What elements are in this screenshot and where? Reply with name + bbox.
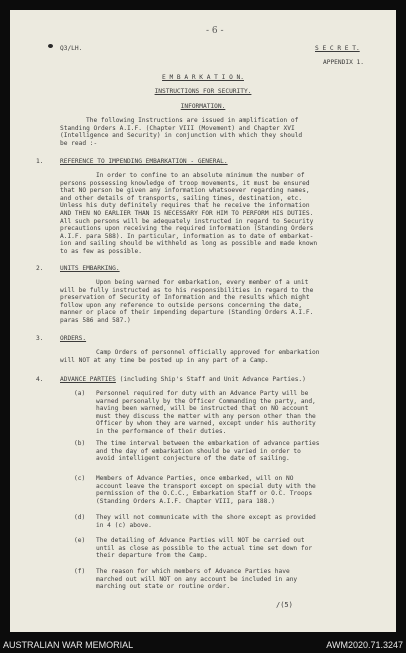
text-line: will NOT at any time be posted up in any part of a Camp. [60, 356, 269, 364]
document-subtitle: INSTRUCTIONS FOR SECURITY. [154, 88, 252, 95]
text-line: Unless his duty definitely requires that he receive the information [60, 202, 310, 210]
text-line: marching out state or routine order. [96, 583, 231, 591]
text-line: (Standing Orders A.I.F. Chapter VIII, para 188.) [96, 497, 275, 505]
text-line: Camp Orders of personnel officially approved for embarkation [96, 349, 320, 356]
section-4-title-suffix: (including Ship's Staff and Unit Advance Parties.) [115, 376, 306, 383]
text-line: The time interval between the embarkation of advance parties [96, 440, 320, 447]
text-line: persons possessing knowledge of troop movements, it must be ensured [60, 179, 310, 187]
archive-credit: AUSTRALIAN WAR MEMORIAL [3, 640, 134, 650]
text-line: Upon being warned for embarkation, every member of a unit [96, 279, 309, 286]
text-line: until as close as possible to the actual time set down for [96, 544, 313, 552]
item-f-text [96, 568, 297, 591]
text-line: and other details of transports, sailing times, destination, etc. [60, 194, 303, 202]
text-line: The reason for which members of Advance Parties have [96, 568, 290, 575]
text-line: to as few as possible. [60, 247, 142, 255]
document-title: E M B A R K A T I O N. [162, 74, 244, 81]
item-label: (d) [74, 514, 86, 521]
text-line: having been warned, will be instructed that on NO account [96, 405, 309, 413]
text-line: avoid intelligent conjecture of the date of sailing. [96, 455, 290, 463]
text-line: permission of the O.C.C., Embarkation Staff or O.C. Troops [96, 490, 313, 498]
text-line: Officer by whom they are warned, except under his authority [96, 420, 316, 428]
section-2-heading: UNITS EMBARKING. [60, 265, 120, 272]
section-2-number: 2. [36, 265, 44, 272]
section-1-number: 1. [36, 158, 44, 165]
text-line: follow upon any reference to outside persons concerning the date, [60, 301, 303, 309]
continuation-marker: /(5) [276, 601, 293, 609]
classification: S E C R E T. [315, 45, 360, 52]
item-label: (a) [74, 390, 86, 397]
ink-mark [48, 44, 53, 48]
text-line: All such persons will be adequately instructed in regard to Security [60, 217, 314, 225]
reference-number: Q3/LH. [60, 45, 83, 52]
text-line: warned personally by the Officer Commanding the party, and, [96, 397, 316, 405]
section-2-body [60, 279, 313, 325]
item-b-text [96, 440, 320, 463]
document-page [10, 10, 396, 632]
text-line: marched out will NOT on any account be included in any [96, 575, 298, 583]
item-label: (b) [74, 440, 86, 447]
text-line: Members of Advance Parties, once embarked, will on NO [96, 475, 294, 482]
page-number: - 6 - [206, 26, 224, 36]
text-line: preservation of Security of Information and the results which might [60, 294, 310, 302]
text-line: Personnel required for duty with an Advance Party will be [96, 390, 309, 397]
text-line: (Intelligence and Security) in conjunction with which they should [60, 132, 303, 140]
text-line: The detailing of Advance Parties will NOT be carried out [96, 537, 305, 544]
item-d-text [96, 514, 316, 529]
item-label: (e) [74, 537, 86, 544]
text-line: must they discuss the matter with any person other than the [96, 412, 316, 420]
item-a-text [96, 390, 316, 436]
intro-paragraph [60, 117, 302, 147]
appendix-label: APPENDIX 1. [323, 59, 364, 66]
text-line: account leave the transport except on special duty with the [96, 482, 316, 490]
text-line: A.I.F. para 588). In particular, information as to date of embarkat- [60, 232, 314, 240]
archive-footer [0, 638, 406, 653]
text-line: They will not communicate with the shore except as provided [96, 514, 316, 521]
text-line: in 4 (c) above. [96, 521, 152, 529]
text-line: The following Instructions are issued in amplification of [86, 117, 299, 124]
item-c-text [96, 475, 316, 505]
text-line: and the day of embarkation should be varied in order to [96, 447, 301, 455]
text-line: will be fully instructed as to his responsibilities in regard to the [60, 286, 314, 294]
text-line: ion and sailing should be withheld as long as possible and made known [60, 240, 318, 248]
item-label: (f) [74, 568, 86, 575]
item-e-text [96, 537, 312, 560]
text-line: their departure from the Camp. [96, 552, 208, 560]
text-line: Standing Orders A.I.F. (Chapter VIII (Movement) and Chapter XVI [60, 124, 295, 132]
section-3-heading: ORDERS. [60, 335, 87, 342]
section-4-title: ADVANCE PARTIES [60, 376, 116, 383]
section-4-number: 4. [36, 376, 44, 383]
section-3-body [60, 349, 320, 364]
archive-reference: AWM2020.71.3247 [326, 640, 403, 650]
text-line: that NO person be given any information whatsoever regarding names, [60, 187, 310, 195]
item-label: (c) [74, 475, 86, 482]
text-line: in the performance of their duties. [96, 427, 227, 435]
section-3-number: 3. [36, 335, 44, 342]
text-line: be read :- [60, 139, 98, 147]
text-line: manner or place of their impending departure (Standing Orders A.I.F. [60, 309, 314, 317]
section-1-body [60, 172, 317, 256]
section-4-heading [60, 376, 306, 384]
text-line: AND THEN NO EARLIER THAN IS NECESSARY FOR HIM TO PERFORM HIS DUTIES. [60, 209, 314, 217]
text-line: paras 586 and 587.) [60, 316, 131, 324]
section-1-heading: REFERENCE TO IMPENDING EMBARKATION - GENERAL. [60, 158, 228, 165]
section-heading: INFORMATION. [180, 103, 226, 110]
text-line: In order to confine to an absolute minimum the number of [96, 172, 305, 179]
text-line: precautions upon receiving the required information (Standing Orders [60, 225, 314, 233]
